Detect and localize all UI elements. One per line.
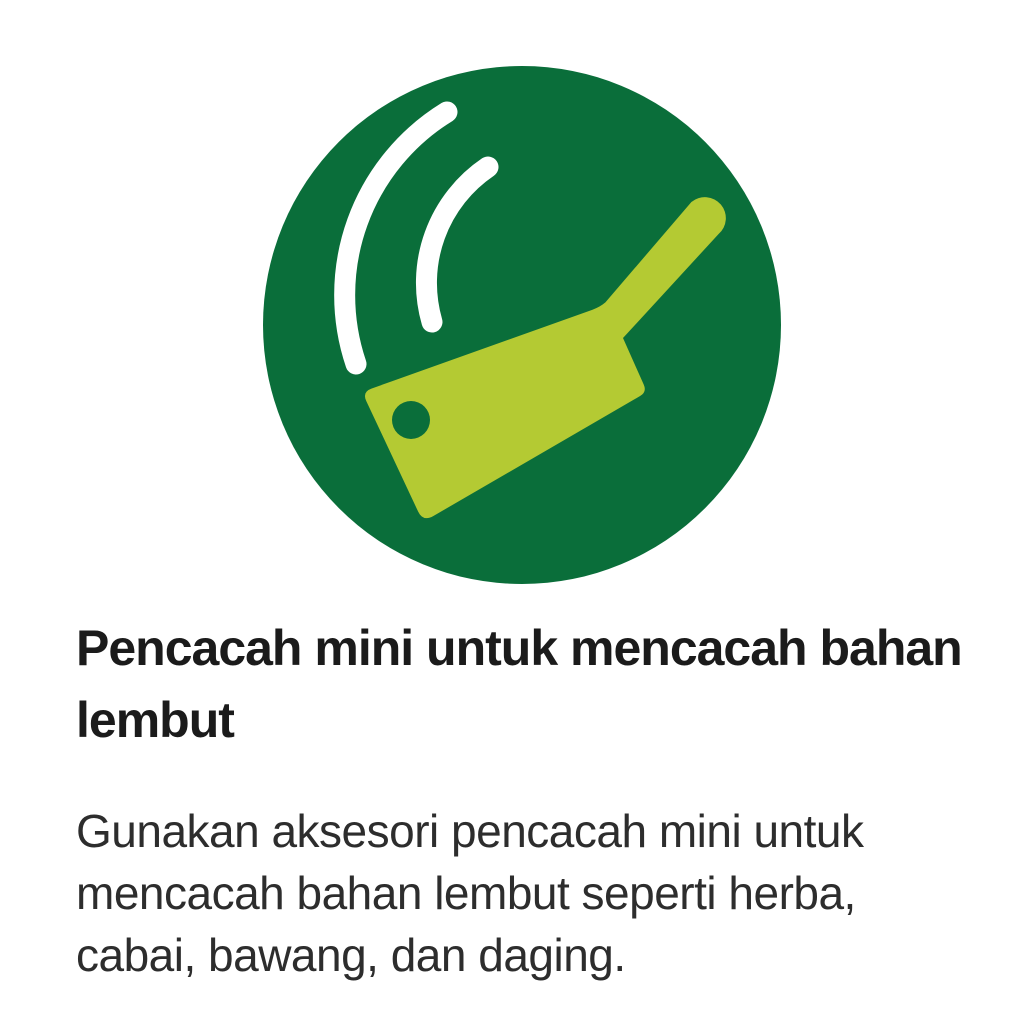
description-line: mencacah bahan lembut seperti herba,: [76, 867, 856, 919]
description-line: Gunakan aksesori pencacah mini untuk: [76, 805, 864, 857]
title-line: lembut: [76, 692, 234, 748]
cleaver-chop-illustration: [263, 66, 781, 584]
mini-chopper-icon: [263, 66, 781, 584]
description-text: [76, 800, 984, 986]
description-line: cabai, bawang, dan daging.: [76, 929, 626, 981]
page-title: [76, 612, 984, 756]
title-line: Pencacah mini untuk mencacah bahan: [76, 620, 962, 676]
cleaver-blade-hole: [392, 401, 430, 439]
